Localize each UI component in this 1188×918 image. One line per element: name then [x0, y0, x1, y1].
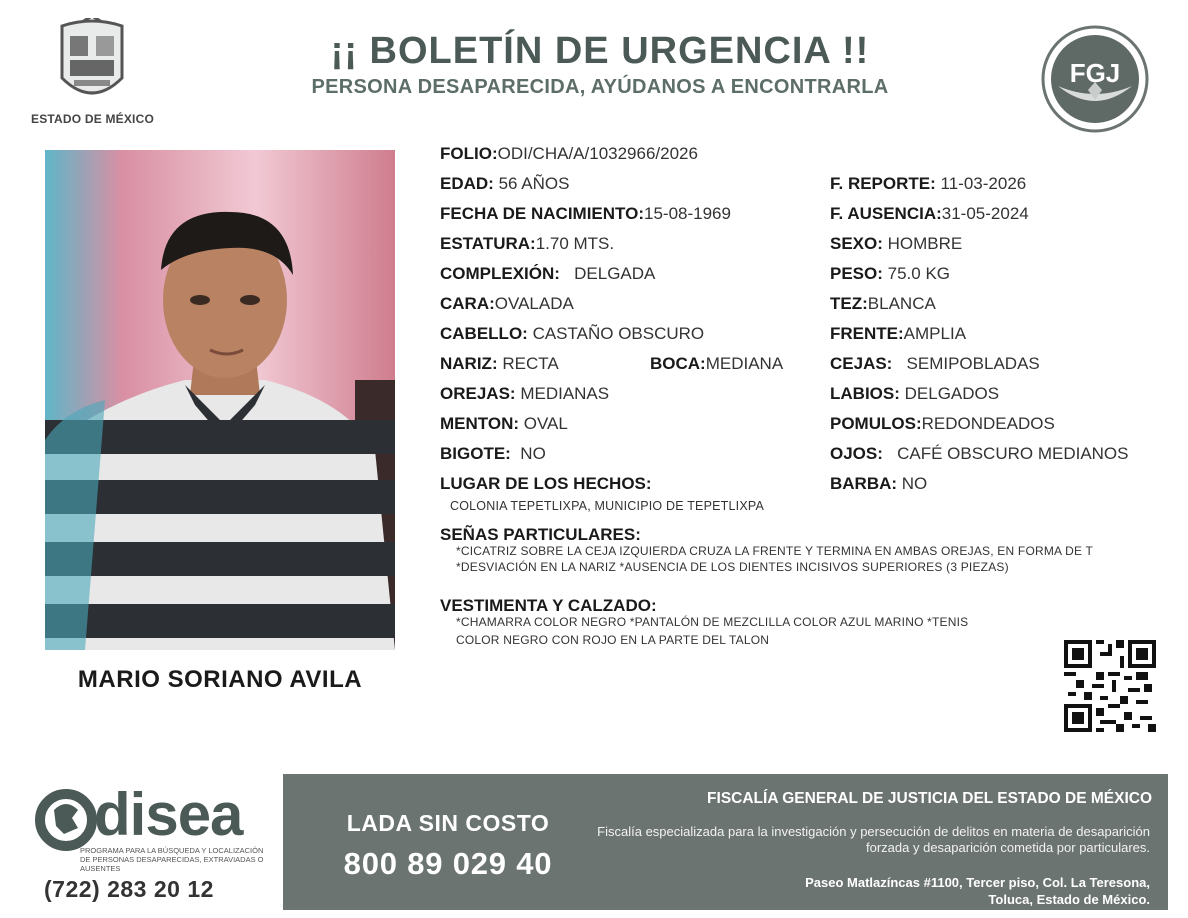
frente-label: FRENTE: — [830, 324, 904, 343]
bigote-label: BIGOTE: — [440, 444, 511, 463]
vestimenta-line-1: *CHAMARRA COLOR NEGRO *PANTALÓN DE MEZCLILLA COLOR AZUL MARINO *TENIS — [456, 615, 969, 629]
cejas-label: CEJAS: — [830, 354, 893, 373]
field-barba — [830, 474, 927, 494]
f-reporte-label: F. REPORTE: — [830, 174, 936, 193]
field-pomulos — [830, 414, 1055, 434]
field-bigote — [440, 444, 546, 464]
peso-label: PESO: — [830, 264, 883, 283]
cejas-value: SEMIPOBLADAS — [906, 354, 1040, 373]
labios-label: LABIOS: — [830, 384, 900, 403]
fiscalia-address — [670, 874, 1150, 908]
odisea-tagline: PROGRAMA PARA LA BÚSQUEDA Y LOCALIZACIÓN DE PERSONAS DESAPARECIDAS, EXTRAVIADAS O AUSENTES — [80, 846, 264, 873]
tez-value: BLANCA — [867, 294, 936, 313]
orejas-label: OREJAS: — [440, 384, 516, 403]
fecha-nacimiento-label: FECHA DE NACIMIENTO: — [440, 204, 644, 223]
pomulos-value: REDONDEADOS — [921, 414, 1055, 433]
estado-de-mexico-logo — [30, 18, 155, 130]
missing-person-photo — [45, 150, 395, 650]
orejas-value: MEDIANAS — [520, 384, 610, 403]
field-labios — [830, 384, 999, 404]
lada-number[interactable]: 800 89 029 40 — [343, 846, 553, 881]
folio-value: ODI/CHA/A/1032966/2026 — [497, 144, 698, 163]
field-f-ausencia — [830, 204, 1029, 224]
senas-label: SEÑAS PARTICULARES: — [440, 525, 641, 544]
cabello-value: CASTAÑO OBSCURO — [532, 324, 705, 343]
sexo-value: HOMBRE — [887, 234, 963, 253]
menton-label: MENTON: — [440, 414, 520, 433]
f-ausencia-label: F. AUSENCIA: — [830, 204, 942, 223]
f-reporte-value: 11-03-2026 — [940, 174, 1027, 193]
ojos-label: OJOS: — [830, 444, 883, 463]
field-nariz — [440, 354, 559, 374]
footer-contact-box — [283, 774, 1168, 910]
field-peso — [830, 264, 950, 284]
address-line-2: Toluca, Estado de México. — [988, 892, 1150, 907]
lugar-label: LUGAR DE LOS HECHOS: — [440, 474, 652, 493]
barba-label: BARBA: — [830, 474, 898, 493]
senas-line-2: *DESVIACIÓN EN LA NARIZ *AUSENCIA DE LOS DIENTES INCISIVOS SUPERIORES (3 PIEZAS) — [456, 560, 1009, 574]
ojos-value: CAFÉ OBSCURO MEDIANOS — [897, 444, 1129, 463]
field-orejas — [440, 384, 609, 404]
barba-value: NO — [901, 474, 928, 493]
field-frente — [830, 324, 966, 344]
tez-label: TEZ: — [830, 294, 868, 313]
lada-label: LADA SIN COSTO — [346, 810, 550, 836]
cabello-label: CABELLO: — [440, 324, 528, 343]
fgj-logo-text: FGJ — [1069, 58, 1121, 88]
edad-label: EDAD: — [440, 174, 494, 193]
vestimenta-label: VESTIMENTA Y CALZADO: — [440, 596, 657, 615]
complexion-value: DELGADA — [574, 264, 656, 283]
labios-value: DELGADOS — [904, 384, 1000, 403]
frente-value: AMPLIA — [903, 324, 967, 343]
sexo-label: SEXO: — [830, 234, 883, 253]
coat-of-arms-icon — [52, 18, 132, 108]
bulletin-subtitle: PERSONA DESAPARECIDA, AYÚDANOS A ENCONTRARLA — [311, 76, 889, 98]
complexion-label: COMPLEXIÓN: — [440, 264, 560, 283]
edad-value: 56 AÑOS — [498, 174, 570, 193]
field-boca — [650, 354, 783, 374]
odisea-phone[interactable]: (722) 283 20 12 — [44, 876, 214, 902]
boca-value: MEDIANA — [705, 354, 784, 373]
person-name: MARIO SORIANO AVILA — [77, 666, 363, 693]
qr-code[interactable] — [1064, 640, 1156, 732]
nariz-value: RECTA — [502, 354, 559, 373]
fiscalia-title: FISCALÍA GENERAL DE JUSTICIA DEL ESTADO DE MÉXICO — [707, 790, 1152, 807]
pomulos-label: POMULOS: — [830, 414, 922, 433]
senas-line-1: *CICATRIZ SOBRE LA CEJA IZQUIERDA CRUZA LA FRENTE Y TERMINA EN AMBAS OREJAS, EN FORMA DE T — [456, 544, 1094, 558]
peso-value: 75.0 KG — [887, 264, 951, 283]
odisea-wordmark: disea — [94, 781, 243, 848]
nariz-label: NARIZ: — [440, 354, 498, 373]
menton-value: OVAL — [523, 414, 568, 433]
field-cabello — [440, 324, 704, 344]
odisea-logo — [30, 780, 280, 910]
bigote-value: NO — [520, 444, 546, 463]
field-fecha-nacimiento — [440, 204, 731, 224]
state-label: ESTADO DE MÉXICO — [31, 112, 154, 126]
folio-label: FOLIO: — [440, 144, 498, 163]
lugar-value: COLONIA TEPETLIXPA, MUNICIPIO DE TEPETLIXPA — [450, 499, 765, 513]
field-folio — [440, 144, 698, 164]
f-ausencia-value: 31-05-2024 — [941, 204, 1029, 223]
cara-label: CARA: — [440, 294, 495, 313]
field-edad — [440, 174, 569, 194]
field-menton — [440, 414, 568, 434]
field-sexo — [830, 234, 962, 254]
field-estatura — [440, 234, 614, 254]
field-tez — [830, 294, 936, 314]
bulletin-title: ¡¡ BOLETÍN DE URGENCIA !! — [330, 30, 870, 72]
fiscalia-description: Fiscalía especializada para la investigación y persecución de delitos en materia de desaparición forzada y desaparición cometida por particulares. — [597, 824, 1150, 855]
vestimenta-line-2: COLOR NEGRO CON ROJO EN LA PARTE DEL TALON — [456, 633, 770, 647]
estatura-label: ESTATURA: — [440, 234, 536, 253]
field-f-reporte — [830, 174, 1026, 194]
field-complexion — [440, 264, 655, 284]
field-cejas — [830, 354, 1040, 374]
address-line-1: Paseo Matlazíncas #1100, Tercer piso, Col. La Teresona, — [805, 875, 1150, 890]
cara-value: OVALADA — [494, 294, 574, 313]
estatura-value: 1.70 MTS. — [535, 234, 615, 253]
fecha-nacimiento-value: 15-08-1969 — [644, 204, 731, 223]
field-lugar — [440, 474, 652, 494]
boca-label: BOCA: — [650, 354, 706, 373]
field-ojos — [830, 444, 1129, 464]
fgj-logo — [1040, 24, 1150, 134]
field-cara — [440, 294, 574, 314]
